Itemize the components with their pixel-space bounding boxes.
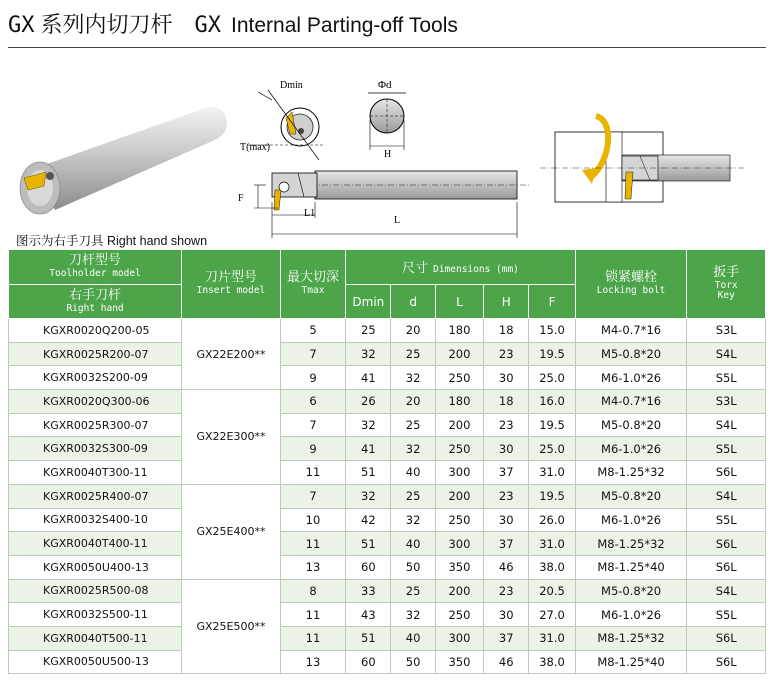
title-series-code: GX xyxy=(8,13,35,38)
tmax-cell: 6 xyxy=(280,390,345,414)
torx-key-cell: S4L xyxy=(687,413,766,437)
torx-key-cell: S5L xyxy=(687,508,766,532)
spec-table xyxy=(8,249,766,674)
dmin-cell: 51 xyxy=(346,626,391,650)
dmin-cell: 26 xyxy=(346,390,391,414)
torx-key-cell: S6L xyxy=(687,555,766,579)
l-cell: 200 xyxy=(435,579,483,603)
dmin-cell: 42 xyxy=(346,508,391,532)
torx-key-cell: S6L xyxy=(687,532,766,556)
l-cell: 300 xyxy=(435,461,483,485)
tmax-cell: 7 xyxy=(280,342,345,366)
h-cell: 46 xyxy=(484,555,529,579)
dmin-cell: 60 xyxy=(346,555,391,579)
toolholder-model-cell: KGXR0040T400-11 xyxy=(9,532,182,556)
table-row xyxy=(9,603,766,627)
h-cell: 37 xyxy=(484,626,529,650)
dmin-cell: 41 xyxy=(346,366,391,390)
tmax-cell: 9 xyxy=(280,437,345,461)
h-label: H xyxy=(384,149,392,160)
table-row xyxy=(9,508,766,532)
l-cell: 180 xyxy=(435,390,483,414)
table-row xyxy=(9,413,766,437)
f-cell: 38.0 xyxy=(529,555,575,579)
page-title xyxy=(8,8,458,42)
locking-bolt-header: 锁紧螺栓 Locking bolt xyxy=(575,250,687,319)
d-cell: 40 xyxy=(391,461,435,485)
tmax-label: T(max) xyxy=(240,142,270,153)
toolholder-model-cell: KGXR0050U500-13 xyxy=(9,650,182,674)
torx-key-cell: S5L xyxy=(687,437,766,461)
locking-bolt-cell: M6-1.0*26 xyxy=(575,508,687,532)
tmax-cell: 7 xyxy=(280,413,345,437)
f-cell: 27.0 xyxy=(529,603,575,627)
dmin-cell: 60 xyxy=(346,650,391,674)
table-row xyxy=(9,437,766,461)
dmin-cell: 32 xyxy=(346,413,391,437)
toolholder-model-cell: KGXR0032S500-11 xyxy=(9,603,182,627)
d-cell: 32 xyxy=(391,437,435,461)
d-cell: 50 xyxy=(391,555,435,579)
h-cell: 37 xyxy=(484,532,529,556)
f-cell: 19.5 xyxy=(529,484,575,508)
table-row xyxy=(9,366,766,390)
torx-key-cell: S6L xyxy=(687,626,766,650)
l-cell: 200 xyxy=(435,413,483,437)
f-cell: 19.5 xyxy=(529,342,575,366)
tool-drawings xyxy=(0,60,771,245)
d-cell: 25 xyxy=(391,342,435,366)
dmin-cell: 43 xyxy=(346,603,391,627)
f-cell: 25.0 xyxy=(529,437,575,461)
tmax-cell: 11 xyxy=(280,603,345,627)
end-view-dmin xyxy=(240,80,324,160)
insert-header: 刀片型号 Insert model xyxy=(182,250,281,319)
h-cell: 30 xyxy=(484,366,529,390)
l-cell: 350 xyxy=(435,555,483,579)
l-cell: 300 xyxy=(435,626,483,650)
d-header: d xyxy=(391,285,435,319)
table-row xyxy=(9,579,766,603)
torx-key-header: 扳手 Torx Key xyxy=(687,250,766,319)
toolholder-model-cell: KGXR0032S200-09 xyxy=(9,366,182,390)
tmax-cell: 11 xyxy=(280,626,345,650)
torx-key-cell: S4L xyxy=(687,342,766,366)
l-cell: 180 xyxy=(435,319,483,343)
f-cell: 25.0 xyxy=(529,366,575,390)
toolholder-model-cell: KGXR0025R400-07 xyxy=(9,484,182,508)
torx-key-cell: S4L xyxy=(687,484,766,508)
l-cell: 200 xyxy=(435,484,483,508)
h-cell: 23 xyxy=(484,342,529,366)
torx-key-cell: S3L xyxy=(687,319,766,343)
torx-key-cell: S3L xyxy=(687,390,766,414)
dmin-cell: 33 xyxy=(346,579,391,603)
locking-bolt-cell: M8-1.25*40 xyxy=(575,650,687,674)
f-cell: 16.0 xyxy=(529,390,575,414)
application-view xyxy=(540,116,745,202)
side-view xyxy=(238,171,530,238)
torx-key-cell: S6L xyxy=(687,461,766,485)
f-cell: 15.0 xyxy=(529,319,575,343)
d-cell: 20 xyxy=(391,390,435,414)
locking-bolt-cell: M6-1.0*26 xyxy=(575,366,687,390)
locking-bolt-cell: M8-1.25*32 xyxy=(575,532,687,556)
d-cell: 40 xyxy=(391,532,435,556)
f-cell: 20.5 xyxy=(529,579,575,603)
d-cell: 40 xyxy=(391,626,435,650)
insert-model-cell: GX22E300** xyxy=(182,390,281,485)
insert-model-cell: GX25E500** xyxy=(182,579,281,674)
l-cell: 300 xyxy=(435,532,483,556)
f-header: F xyxy=(529,285,575,319)
toolholder-model-cell: KGXR0025R500-08 xyxy=(9,579,182,603)
toolholder-model-cell: KGXR0025R300-07 xyxy=(9,413,182,437)
l-cell: 250 xyxy=(435,603,483,627)
h-cell: 23 xyxy=(484,484,529,508)
h-cell: 30 xyxy=(484,508,529,532)
d-cell: 32 xyxy=(391,603,435,627)
d-cell: 32 xyxy=(391,366,435,390)
table-row xyxy=(9,484,766,508)
title-english-code: GX xyxy=(194,13,222,38)
title-english: Internal Parting-off Tools xyxy=(231,14,458,37)
h-cell: 18 xyxy=(484,390,529,414)
table-row xyxy=(9,461,766,485)
d-cell: 25 xyxy=(391,579,435,603)
dmin-cell: 25 xyxy=(346,319,391,343)
l-cell: 250 xyxy=(435,437,483,461)
right-hand-caption: 图示为右手刀具 Right hand shown xyxy=(16,234,208,248)
locking-bolt-cell: M6-1.0*26 xyxy=(575,437,687,461)
torx-key-cell: S4L xyxy=(687,579,766,603)
tmax-cell: 9 xyxy=(280,366,345,390)
dimensions-header: 尺寸 Dimensions (mm) xyxy=(346,250,576,285)
table-row xyxy=(9,626,766,650)
dmin-cell: 51 xyxy=(346,461,391,485)
toolholder-model-cell: KGXR0040T500-11 xyxy=(9,626,182,650)
table-row xyxy=(9,532,766,556)
table-row xyxy=(9,555,766,579)
tmax-cell: 13 xyxy=(280,650,345,674)
tmax-header: 最大切深 Tmax xyxy=(280,250,345,319)
d-cell: 20 xyxy=(391,319,435,343)
insert-model-cell: GX25E400** xyxy=(182,484,281,579)
toolholder-model-cell: KGXR0032S300-09 xyxy=(9,437,182,461)
h-cell: 23 xyxy=(484,579,529,603)
f-cell: 31.0 xyxy=(529,626,575,650)
locking-bolt-cell: M5-0.8*20 xyxy=(575,413,687,437)
locking-bolt-cell: M8-1.25*32 xyxy=(575,626,687,650)
title-chinese: 系列内切刀杆 xyxy=(40,13,173,38)
locking-bolt-cell: M8-1.25*32 xyxy=(575,461,687,485)
l-header: L xyxy=(435,285,483,319)
tmax-cell: 13 xyxy=(280,555,345,579)
locking-bolt-cell: M8-1.25*40 xyxy=(575,555,687,579)
l-cell: 250 xyxy=(435,366,483,390)
table-row xyxy=(9,390,766,414)
locking-bolt-cell: M5-0.8*20 xyxy=(575,484,687,508)
l-cell: 200 xyxy=(435,342,483,366)
h-header: H xyxy=(484,285,529,319)
locking-bolt-cell: M4-0.7*16 xyxy=(575,319,687,343)
toolholder-model-cell: KGXR0032S400-10 xyxy=(9,508,182,532)
table-row xyxy=(9,319,766,343)
table-row xyxy=(9,650,766,674)
f-cell: 19.5 xyxy=(529,413,575,437)
h-cell: 37 xyxy=(484,461,529,485)
d-cell: 25 xyxy=(391,413,435,437)
d-cell: 50 xyxy=(391,650,435,674)
l1-label: L1 xyxy=(304,208,316,219)
table-row xyxy=(9,342,766,366)
tmax-cell: 8 xyxy=(280,579,345,603)
h-cell: 23 xyxy=(484,413,529,437)
l-cell: 350 xyxy=(435,650,483,674)
h-cell: 18 xyxy=(484,319,529,343)
h-cell: 46 xyxy=(484,650,529,674)
l-cell: 250 xyxy=(435,508,483,532)
d-cell: 32 xyxy=(391,508,435,532)
f-cell: 38.0 xyxy=(529,650,575,674)
toolholder-model-cell: KGXR0020Q300-06 xyxy=(9,390,182,414)
dmin-cell: 41 xyxy=(346,437,391,461)
toolholder-model-cell: KGXR0050U400-13 xyxy=(9,555,182,579)
dmin-cell: 51 xyxy=(346,532,391,556)
phi-d-label: Φd xyxy=(378,79,392,91)
torx-key-cell: S6L xyxy=(687,650,766,674)
toolholder-header: 刀杆型号 Toolholder model xyxy=(9,250,182,285)
tmax-cell: 11 xyxy=(280,532,345,556)
locking-bolt-cell: M4-0.7*16 xyxy=(575,390,687,414)
right-hand-header: 右手刀杆 Right hand xyxy=(9,285,182,319)
insert-model-cell: GX22E200** xyxy=(182,319,281,390)
d-cell: 25 xyxy=(391,484,435,508)
h-cell: 30 xyxy=(484,437,529,461)
f-cell: 31.0 xyxy=(529,532,575,556)
locking-bolt-cell: M5-0.8*20 xyxy=(575,342,687,366)
dmin-cell: 32 xyxy=(346,342,391,366)
end-view-shank xyxy=(368,79,406,160)
tmax-cell: 5 xyxy=(280,319,345,343)
toolholder-model-cell: KGXR0025R200-07 xyxy=(9,342,182,366)
h-cell: 30 xyxy=(484,603,529,627)
tmax-cell: 10 xyxy=(280,508,345,532)
tmax-cell: 11 xyxy=(280,461,345,485)
f-cell: 31.0 xyxy=(529,461,575,485)
spec-table-body xyxy=(9,319,766,674)
title-divider xyxy=(8,47,766,48)
dmin-label: Dmin xyxy=(280,80,303,91)
torx-key-cell: S5L xyxy=(687,603,766,627)
locking-bolt-cell: M6-1.0*26 xyxy=(575,603,687,627)
l-label: L xyxy=(394,215,401,226)
toolholder-model-cell: KGXR0040T300-11 xyxy=(9,461,182,485)
f-label: F xyxy=(238,193,244,204)
toolholder-model-cell: KGXR0020Q200-05 xyxy=(9,319,182,343)
locking-bolt-cell: M5-0.8*20 xyxy=(575,579,687,603)
torx-key-cell: S5L xyxy=(687,366,766,390)
dmin-cell: 32 xyxy=(346,484,391,508)
tool-3d-render xyxy=(20,107,227,214)
tmax-cell: 7 xyxy=(280,484,345,508)
f-cell: 26.0 xyxy=(529,508,575,532)
dmin-header: Dmin xyxy=(346,285,391,319)
